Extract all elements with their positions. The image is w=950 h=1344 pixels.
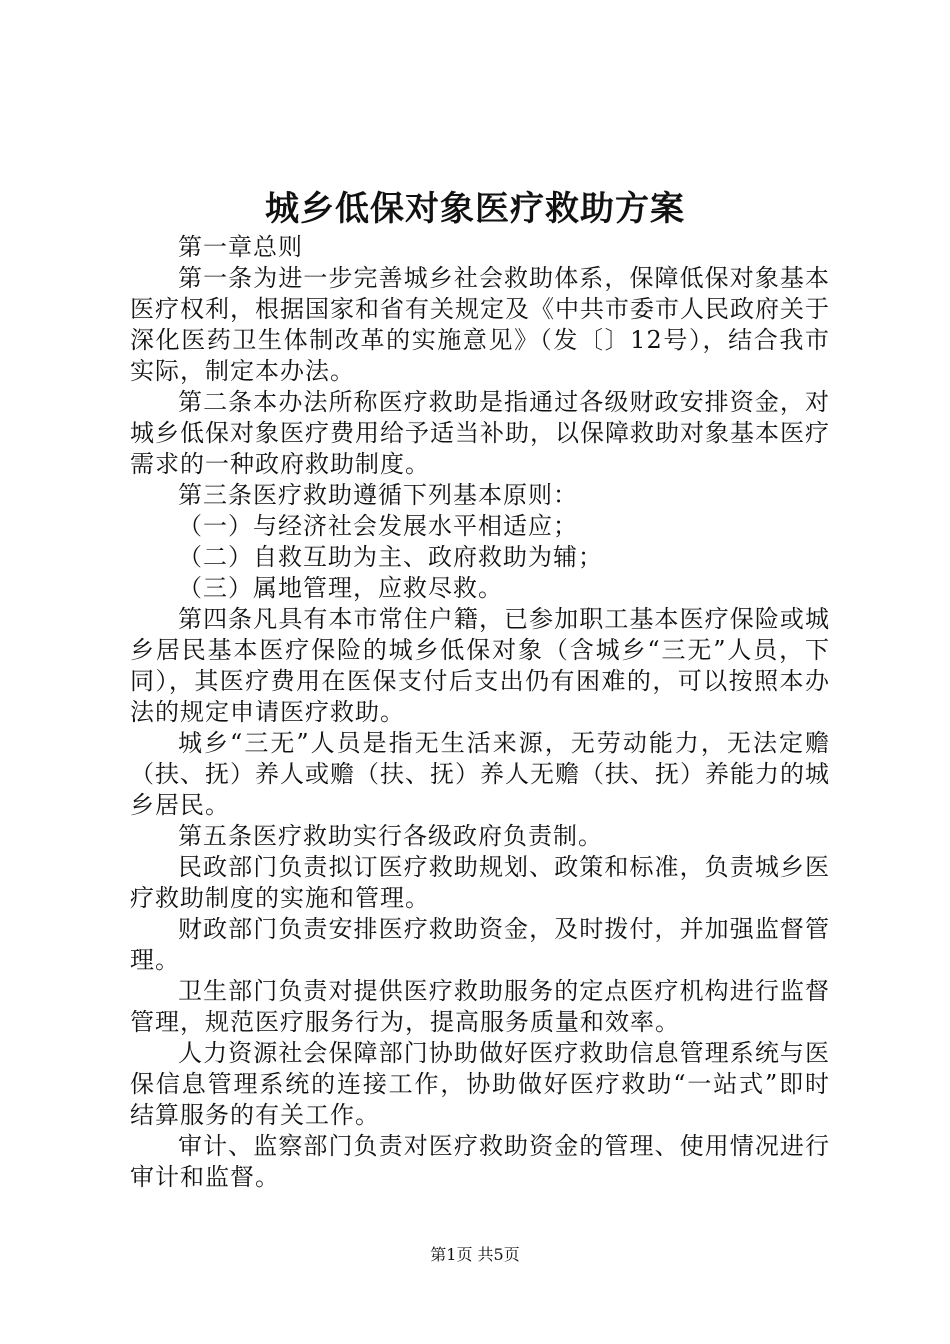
paragraph-article-1: 第一条为进一步完善城乡社会救助体系，保障低保对象基本医疗权利，根据国家和省有关规定及《中共市委市人民政府关于深化医药卫生体制改革的实施意见》（发〔〕12号），结合我市实际，制定本办法。 <box>130 264 830 385</box>
paragraph-audit: 审计、监察部门负责对医疗救助资金的管理、使用情况进行审计和监督。 <box>130 1132 830 1191</box>
paragraph-civil-affairs: 民政部门负责拟订医疗救助规划、政策和标准，负责城乡医疗救助制度的实施和管理。 <box>130 853 830 912</box>
paragraph-chapter-heading: 第一章总则 <box>178 233 303 261</box>
paragraph-finance: 财政部门负责安排医疗救助资金，及时拨付，并加强监督管理。 <box>130 915 830 974</box>
paragraph-health: 卫生部门负责对提供医疗救助服务的定点医疗机构进行监督管理，规范医疗服务行为，提高服务质量和效率。 <box>130 977 830 1036</box>
paragraph-principle-3: （三）属地管理，应救尽救。 <box>178 574 503 602</box>
paragraph-principle-2: （二）自救互助为主、政府救助为辅； <box>178 543 603 571</box>
paragraph-article-4: 第四条凡具有本市常住户籍，已参加职工基本医疗保险或城乡居民基本医疗保险的城乡低保对象（含城乡“三无”人员，下同），其医疗费用在医保支付后支出仍有困难的，可以按照本办法的规定申请医疗救助。 <box>130 605 830 726</box>
paragraph-article-5: 第五条医疗救助实行各级政府负责制。 <box>178 822 603 850</box>
document-body <box>130 232 830 1193</box>
paragraph-article-2: 第二条本办法所称医疗救助是指通过各级财政安排资金，对城乡低保对象医疗费用给予适当补助，以保障救助对象基本医疗需求的一种政府救助制度。 <box>130 388 830 478</box>
paragraph-article-3: 第三条医疗救助遵循下列基本原则： <box>178 481 578 509</box>
page-number-footer: 第1页 共5页 <box>430 1245 520 1264</box>
paragraph-principle-1: （一）与经济社会发展水平相适应； <box>178 512 578 540</box>
paragraph-three-nos-definition: 城乡“三无”人员是指无生活来源，无劳动能力，无法定赡（扶、抚）养人或赡（扶、抚）养人无赡（扶、抚）养能力的城乡居民。 <box>130 729 830 819</box>
paragraph-human-resources: 人力资源社会保障部门协助做好医疗救助信息管理系统与医保信息管理系统的连接工作，协助做好医疗救助“一站式”即时结算服务的有关工作。 <box>130 1039 830 1129</box>
document-title: 城乡低保对象医疗救助方案 <box>265 189 685 229</box>
